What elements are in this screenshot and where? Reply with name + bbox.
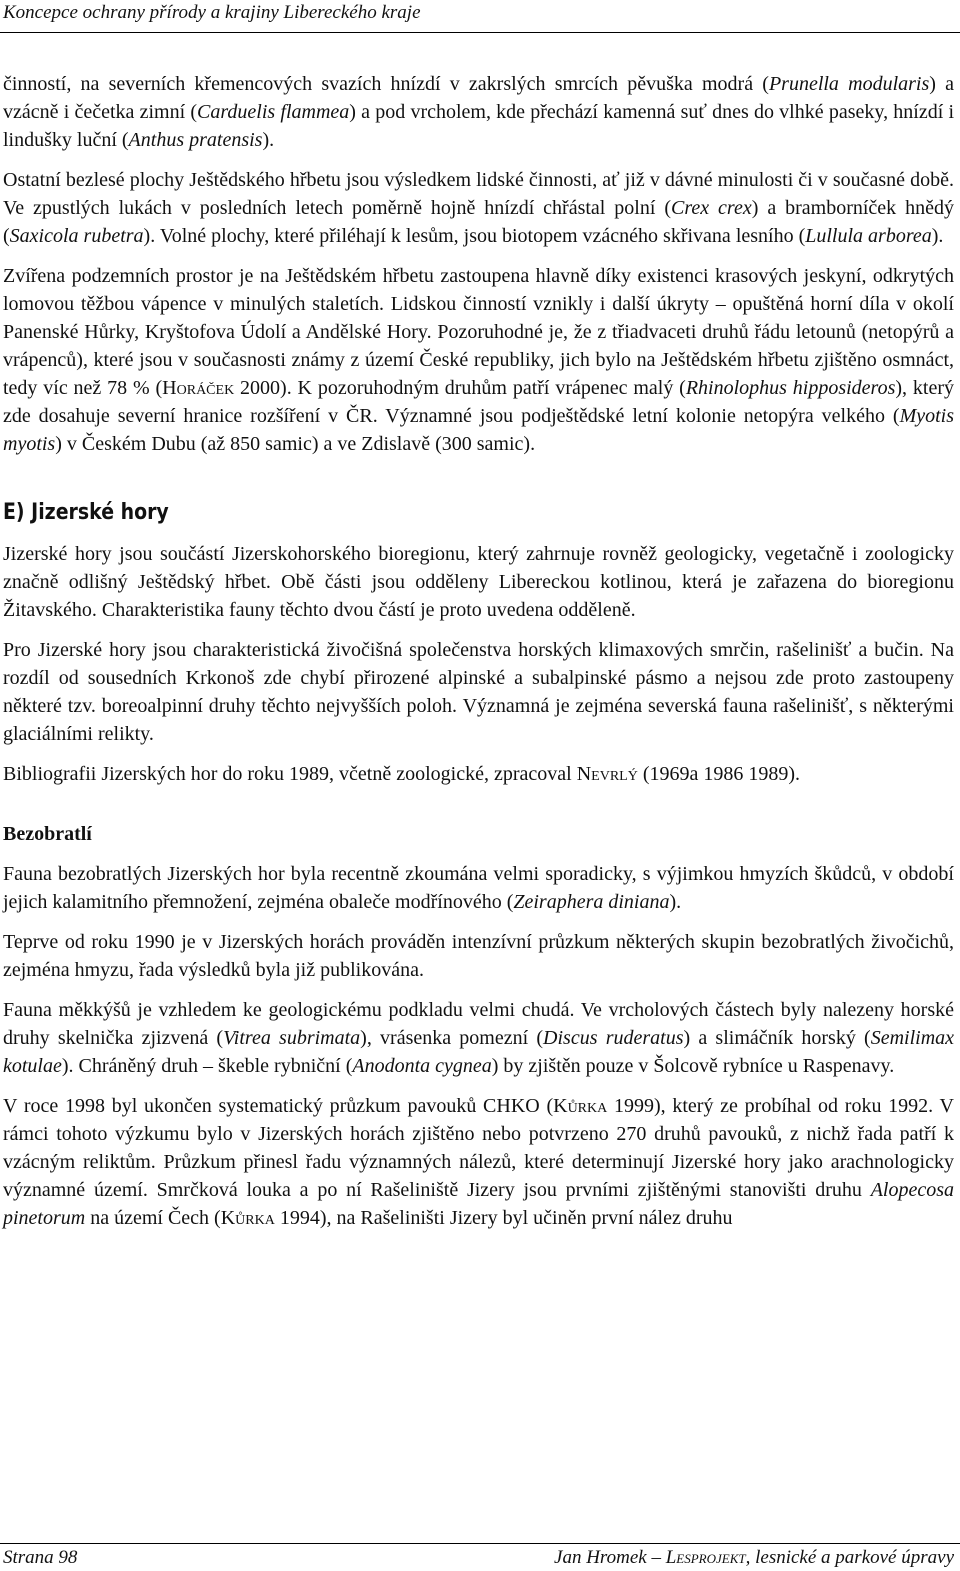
text-run: činností, na severních křemencových svazích hnízdí v zakrslých smrcích pěvuška modrá ( xyxy=(3,73,769,95)
text-run: , lesnické a parkové úpravy xyxy=(745,1547,954,1568)
text-run: ). Chráněný druh – škeble rybniční ( xyxy=(61,1055,353,1077)
paragraph-10 xyxy=(3,1092,954,1232)
species-name: Anthus pratensis xyxy=(128,129,263,151)
text-run: ) by zjištěn pouze v Šolcově rybníce u Raspenavy. xyxy=(491,1055,895,1077)
species-name: Alopecosa pinetorum xyxy=(3,1179,954,1229)
text-run: ). xyxy=(931,225,944,247)
paragraph-9 xyxy=(3,996,954,1080)
subsection-heading: Bezobratlí xyxy=(3,823,92,845)
text-run: na území Čech (K xyxy=(85,1207,236,1229)
author-citation: ůrka xyxy=(235,1207,275,1229)
species-name: Discus ruderatus xyxy=(543,1027,684,1049)
paragraph-5: Pro Jizerské hory jsou charakteristická živočišná společenstva horských klimaxových smrčin, rašelinišť a bučin. Na rozdíl od sousedních Krkonoš zde chybí přirozené alpinské a subalpinské pásmo a nejsou zde proto zastoupeny některé tzv. boreoalpinní druhy těchto nejvyšších poloh. Významná je zejména severská fauna rašelinišť, s některými glaciálními relikty. xyxy=(3,639,954,745)
author-citation: Horáček xyxy=(162,377,235,399)
main-content xyxy=(3,70,954,1232)
text-run: ), který zde dosahuje severní hranice rozšíření v ČR. Významné jsou podještědské letní kolonie netopýra velkého ( xyxy=(3,377,954,427)
running-header: Koncepce ochrany přírody a krajiny Libereckého kraje xyxy=(3,2,421,23)
species-name: Rhinolophus hipposideros xyxy=(685,377,896,399)
footer-author xyxy=(554,1545,954,1571)
text-run: ). Volné plochy, které přiléhají k lesům, jsou biotopem vzácného skřivana lesního ( xyxy=(143,225,806,247)
species-name: Zeiraphera diniana xyxy=(513,891,670,913)
paragraph-1 xyxy=(3,70,954,154)
text-run: (1969a 1986 1989). xyxy=(637,763,801,785)
text-run: 1999), který ze probíhal od roku 1992. V rámci tohoto výzkumu bylo v Jizerských horách zjištěno nebo potvrzeno 270 druhů pavouků, z nichž řada patří k vzácným reliktům. Průzkum přinesl řadu významných nálezů, které determinují Jizerské hory jako arachnologicky významné území. Smrčková louka a po ní Rašeliniště Jizery jsou prvními zjištěnými stanovišti druhu xyxy=(3,1095,954,1201)
footer-divider xyxy=(0,1543,960,1544)
species-name: Carduelis flammea xyxy=(197,101,350,123)
paragraph-7 xyxy=(3,860,954,916)
species-name: Vitrea subrimata xyxy=(223,1027,361,1049)
paragraph-3 xyxy=(3,262,954,458)
text-run: Fauna měkkýšů je vzhledem ke geologickému podkladu velmi chudá. Ve vrcholových částech byly nalezeny horské druhy skelnička zjizvená ( xyxy=(3,999,954,1049)
page-number: Strana 98 xyxy=(3,1547,78,1568)
species-name: Crex crex xyxy=(671,197,752,219)
species-name: Prunella modularis xyxy=(768,73,930,95)
paragraph-6 xyxy=(3,760,954,788)
species-name: Lullula arborea xyxy=(805,225,932,247)
paragraph-8: Teprve od roku 1990 je v Jizerských horách prováděn intenzívní průzkum některých skupin bezobratlých živočichů, zejména hmyzu, řada výsledků byla již publikována. xyxy=(3,931,954,981)
paragraph-2 xyxy=(3,166,954,250)
text-run: Fauna bezobratlých Jizerských hor byla recentně zkoumána velmi sporadicky, s výjimkou hmyzích škůdců, v období jejich kalamitního přemnožení, zejména obaleče modřínového ( xyxy=(3,863,954,913)
header-divider xyxy=(0,32,960,33)
text-run: V roce 1998 byl ukončen systematický průzkum pavouků CHKO (K xyxy=(3,1095,568,1117)
author-citation: evrlý xyxy=(591,763,638,785)
author-citation: ůrka xyxy=(567,1095,608,1117)
section-heading: E) Jizerské hory xyxy=(3,500,169,525)
text-run: ). xyxy=(262,129,275,151)
company-name: esprojekt xyxy=(676,1547,746,1568)
species-name: Saxicola rubetra xyxy=(9,225,144,247)
text-run: Ostatní bezlesé plochy Ještědského hřbetu jsou výsledkem lidské činnosti, ať již v dávné minulosti či v současné době. Ve zpustlých lukách v posledních letech poměrně hojně hnízdí chřástal polní ( xyxy=(3,169,954,219)
text-run: ). xyxy=(669,891,682,913)
text-run: Zvířena podzemních prostor je na Ještědském hřbetu zastoupena hlavně díky existenci krasových jeskyní, odkrytých lomovou těžbou vápence v minulých staletích. Lidskou činností vznikly i další úkryty – opuštěná horní díla v okolí Panenské Hůrky, Kryštofova Údolí a Andělské Hory. Pozoruhodné je, že z třiadvaceti druhů řádu letounů (netopýrů a vrápenců), které jsou v současnosti známy z území České republiky, jich bylo na Ještědském hřbetu zjištěno osmnáct, tedy víc než 78 % ( xyxy=(3,265,954,399)
text-run: ) a pod vrcholem, kde přechází kamenná suť dnes do vlhké paseky, hnízdí i lindušky luční ( xyxy=(3,101,955,151)
text-run: ) a slimáčník horský ( xyxy=(683,1027,871,1049)
text-run: 1994), na Rašeliništi Jizery byl učiněn první nález druhu xyxy=(274,1207,733,1229)
species-name: Anodonta cygnea xyxy=(352,1055,492,1077)
text-run: ) v Českém Dubu (až 850 samic) a ve Zdislavě (300 samic). xyxy=(55,433,536,455)
paragraph-4: Jizerské hory jsou součástí Jizerskohorského bioregionu, který zahrnuje rovněž geologicky, vegetačně i zoologicky značně odlišný Ještědský hřbet. Obě části jsou odděleny Libereckou kotlinou, která je zařazena do bioregionu Žitavského. Charakteristika fauny těchto dvou částí je proto uvedena odděleně. xyxy=(3,543,954,621)
text-run: ) a bramborníček hnědý ( xyxy=(3,197,954,247)
species-name: Semilimax kotulae xyxy=(3,1027,955,1077)
text-run: Jan Hromek – L xyxy=(554,1547,677,1568)
text-run: Bibliografii Jizerských hor do roku 1989, včetně zoologické, zpracoval N xyxy=(3,763,592,785)
text-run: ) a vzácně i čečetka zimní ( xyxy=(3,73,954,123)
text-run: ), vrásenka pomezní ( xyxy=(360,1027,544,1049)
text-run: 2000). K pozoruhodným druhům patří vrápenec malý ( xyxy=(234,377,686,399)
species-name: Myotis myotis xyxy=(3,405,954,455)
